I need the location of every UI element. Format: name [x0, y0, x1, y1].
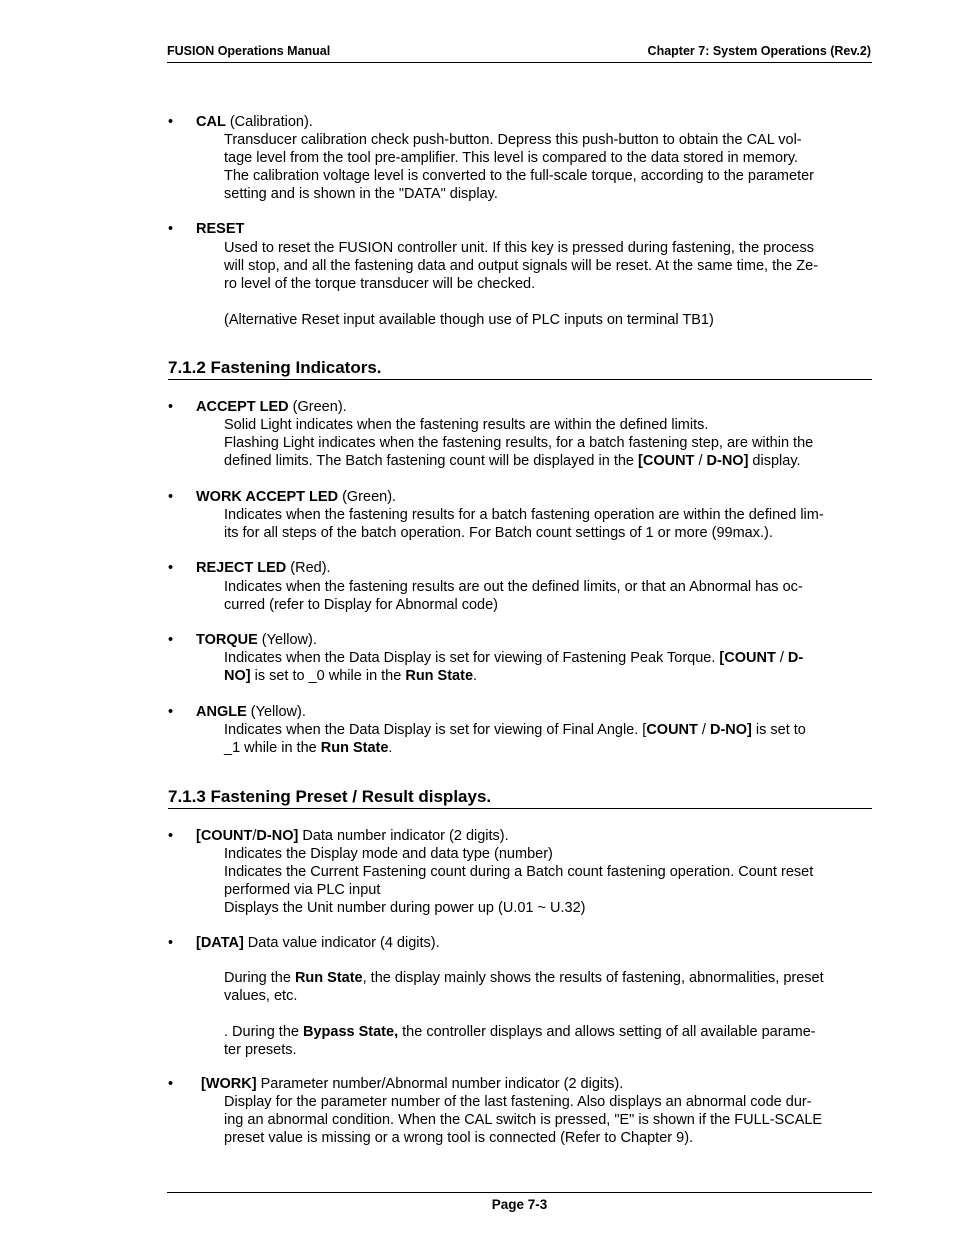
text-line: Transducer calibration check push-button. Depress this push-button to obtain the CAL vol-	[224, 132, 802, 148]
header-chapter-title: Chapter 7: System Operations (Rev.2)	[647, 44, 871, 58]
text-line: Indicates when the Data Display is set for viewing of Final Angle. [COUNT / D-NO] is set to	[224, 722, 806, 738]
text-line: ing an abnormal condition. When the CAL switch is pressed, "E" is shown if the FULL-SCALE	[224, 1112, 823, 1128]
page-footer	[167, 1192, 872, 1212]
data-description	[224, 969, 872, 1059]
bullet: •	[168, 114, 174, 130]
work-description	[224, 1093, 872, 1147]
page-number: Page 7-3	[491, 1197, 548, 1212]
reset-description	[224, 239, 872, 329]
text-line: Used to reset the FUSION controller unit. If this key is pressed during fastening, the process	[224, 240, 814, 256]
bullet: •	[168, 560, 174, 576]
text-line: defined limits. The Batch fastening count will be displayed in the [COUNT / D-NO] display.	[224, 453, 801, 469]
text-line: Displays the Unit number during power up (U.01 ~ U.32)	[224, 900, 586, 916]
work-accept-led-description	[224, 506, 872, 542]
reject-led-title: REJECT LED	[196, 560, 287, 576]
text-line: setting and is shown in the "DATA" display.	[224, 186, 498, 202]
text-line: values, etc.	[224, 988, 298, 1004]
page-header	[167, 44, 872, 63]
text-line: Solid Light indicates when the fastening results are within the defined limits.	[224, 417, 709, 433]
reject-led-description	[224, 578, 872, 614]
torque-title: TORQUE	[196, 632, 258, 648]
text-line: The calibration voltage level is converted to the full-scale torque, according to the parameter	[224, 168, 814, 184]
text-line: Indicates when the fastening results are out the defined limits, or that an Abnormal has oc-	[224, 579, 803, 595]
section-heading-fastening-indicators: 7.1.2 Fastening Indicators.	[168, 358, 872, 380]
section-heading-preset-result-displays: 7.1.3 Fastening Preset / Result displays.	[168, 787, 872, 809]
angle-title: ANGLE	[196, 704, 247, 720]
count-dno-title: [COUNT	[196, 828, 253, 844]
accept-led-title: ACCEPT LED	[196, 399, 289, 415]
bullet: •	[168, 1076, 174, 1092]
accept-led-description	[224, 416, 872, 470]
reset-note: (Alternative Reset input available though use of PLC inputs on terminal TB1)	[224, 312, 714, 328]
reset-title: RESET	[196, 221, 245, 237]
header-manual-title: FUSION Operations Manual	[167, 44, 331, 58]
work-title: [WORK]	[201, 1076, 257, 1092]
manual-page: FUSION Operations Manual Chapter 7: System Operations (Rev.2) • CAL (Calibration). Transducer calibration check push-button. Depress this push-button to obtain the CAL vol- tage level from the tool pre-amplifier. This level is compared to the data stored in memory. The calibration voltage level is converted to the full-scale torque, according to the parameter setting and is shown in the "DATA" display. • RESET Used to reset the FUSION controller unit. If this key is pressed during fastening, the process will stop, and all the fastening data and output signals will be reset. At the same time, the Ze- ro level of the torque transducer will be checked. (Alternative Reset input available though use of PLC inputs on terminal TB1) 7.1.2 Fastening Indicators. • ACCEPT LED (Green). Solid Light indicates when the fastening results are within the defined limits. Flashing Light indicates when the fastening results, for a batch fastening step, are within the defined limits. The Batch fastening count will be displayed in the [COUNT / D-NO] display. • WORK ACCEPT LED (Green). Indicates when the fastening results for a batch fastening operation are within the defined lim- its for all steps of the batch operation. For Batch count settings of 1 or more (99max.). • REJECT LED (Red). Indicates when the fastening results are out the defined limits, or that an Abnormal has oc- curred (refer to Display for Abnormal code) • TORQUE (Yellow). Indicates when the Data Display is set for viewing of Fastening Peak Torque. [COUNT / D- NO] is set to _0 while in the Run State. • ANGLE (Yellow). Indicates when the Data Display is set for viewing of Final Angle. [COUNT / D-NO] is set to _1 while in the Run State. 7.1.3 Fastening Preset / Result displays. • [COUNT/D-NO] Data number indicator (2 digits). Indicates the Display mode and data type (number) Indicates the Current Fastening count during a Batch count fastening operation. Count reset performed via PLC input Displays the Unit number during power up (U.01 ~ U.32) • [DATA] Data value indicator (4 digits). During the Run State, the display mainly shows the results of fastening, abnormalities, preset values, etc. . During the Bypass State, the controller displays and allows setting of all available parame- ter presets. • [WORK] Parameter number/Abnormal number indicator (2 digits). Display for the parameter number of the last fastening. Also displays an abnormal code dur- ing an abnormal condition. When the CAL switch is pressed, "E" is shown if the FULL-SCALE preset value is missing or a wrong tool is connected (Refer to Chapter 9). Page 7-3	[167, 44, 871, 1212]
text-line: _1 while in the Run State.	[224, 740, 393, 756]
text-line: Indicates when the fastening results for a batch fastening operation are within the defined lim-	[224, 507, 824, 523]
work-accept-led-title: WORK ACCEPT LED	[196, 489, 339, 505]
count-dno-description	[224, 845, 872, 917]
text-line: performed via PLC input	[224, 882, 381, 898]
torque-description	[224, 649, 872, 685]
cal-suffix: (Calibration).	[225, 114, 313, 130]
text-line: NO] is set to _0 while in the Run State.	[224, 668, 478, 684]
bullet: •	[168, 221, 174, 237]
cal-title: CAL	[196, 114, 226, 130]
bullet: •	[168, 828, 174, 844]
bullet: •	[168, 935, 174, 951]
bullet: •	[168, 399, 174, 415]
bullet: •	[168, 704, 174, 720]
text-line: will stop, and all the fastening data and output signals will be reset. At the same time, the Ze-	[224, 258, 819, 274]
text-line: Indicates the Current Fastening count during a Batch count fastening operation. Count reset	[224, 864, 814, 880]
text-line: During the Run State, the display mainly shows the results of fastening, abnormalities, preset	[224, 970, 824, 986]
text-line: . During the Bypass State, the controller displays and allows setting of all available parame-	[224, 1024, 816, 1040]
text-line: ro level of the torque transducer will be checked.	[224, 276, 536, 292]
text-line: tage level from the tool pre-amplifier. This level is compared to the data stored in memory.	[224, 150, 799, 166]
text-line: Flashing Light indicates when the fastening results, for a batch fastening step, are within the	[224, 435, 814, 451]
cal-description	[224, 131, 872, 203]
bullet: •	[168, 489, 174, 505]
angle-description	[224, 721, 872, 757]
text-line: preset value is missing or a wrong tool is connected (Refer to Chapter 9).	[224, 1130, 694, 1146]
text-line: its for all steps of the batch operation. For Batch count settings of 1 or more (99max.).	[224, 525, 773, 541]
data-title: [DATA]	[196, 935, 244, 951]
text-line: Indicates the Display mode and data type (number)	[224, 846, 553, 862]
text-line: curred (refer to Display for Abnormal code)	[224, 597, 498, 613]
bullet: •	[168, 632, 174, 648]
text-line: ter presets.	[224, 1042, 297, 1058]
text-line: Display for the parameter number of the last fastening. Also displays an abnormal code dur-	[224, 1094, 812, 1110]
text-line: Indicates when the Data Display is set for viewing of Fastening Peak Torque. [COUNT / D-	[224, 650, 804, 666]
